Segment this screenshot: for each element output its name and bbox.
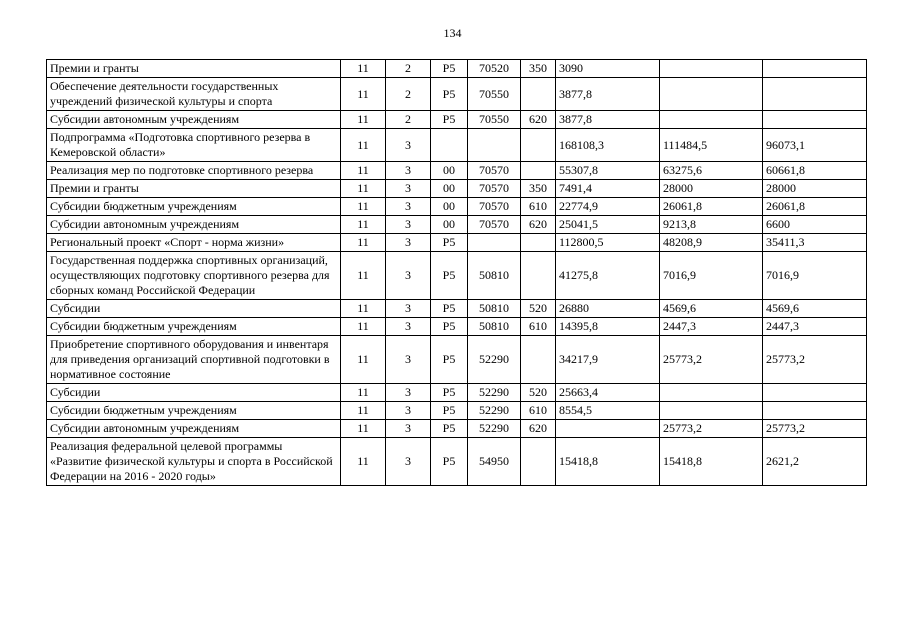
cell-amount-1: 14395,8 bbox=[556, 318, 660, 336]
cell-amount-2: 4569,6 bbox=[660, 300, 763, 318]
cell-subsection: 3 bbox=[386, 300, 431, 318]
cell-amount-3 bbox=[763, 111, 867, 129]
cell-name: Премии и гранты bbox=[47, 180, 341, 198]
cell-subsection: 2 bbox=[386, 111, 431, 129]
table-row bbox=[47, 60, 867, 78]
cell-program: Р5 bbox=[431, 234, 468, 252]
cell-expense-type bbox=[521, 336, 556, 384]
cell-section: 11 bbox=[341, 300, 386, 318]
cell-program: Р5 bbox=[431, 252, 468, 300]
table-row bbox=[47, 129, 867, 162]
cell-name: Субсидии бюджетным учреждениям bbox=[47, 198, 341, 216]
cell-name: Субсидии автономным учреждениям bbox=[47, 420, 341, 438]
cell-program: Р5 bbox=[431, 420, 468, 438]
cell-amount-1: 3090 bbox=[556, 60, 660, 78]
cell-subsection: 2 bbox=[386, 60, 431, 78]
cell-subsection: 3 bbox=[386, 180, 431, 198]
cell-program: Р5 bbox=[431, 384, 468, 402]
cell-target-code: 70570 bbox=[468, 198, 521, 216]
table-row bbox=[47, 162, 867, 180]
cell-amount-1: 25041,5 bbox=[556, 216, 660, 234]
cell-amount-3: 6600 bbox=[763, 216, 867, 234]
table-row bbox=[47, 234, 867, 252]
cell-subsection: 2 bbox=[386, 78, 431, 111]
cell-amount-3: 28000 bbox=[763, 180, 867, 198]
table-row bbox=[47, 336, 867, 384]
cell-amount-3: 7016,9 bbox=[763, 252, 867, 300]
cell-section: 11 bbox=[341, 198, 386, 216]
cell-section: 11 bbox=[341, 234, 386, 252]
table-row bbox=[47, 198, 867, 216]
cell-amount-2: 63275,6 bbox=[660, 162, 763, 180]
cell-name: Премии и гранты bbox=[47, 60, 341, 78]
cell-program: Р5 bbox=[431, 336, 468, 384]
cell-amount-3: 2447,3 bbox=[763, 318, 867, 336]
cell-amount-1: 15418,8 bbox=[556, 438, 660, 486]
cell-section: 11 bbox=[341, 438, 386, 486]
cell-section: 11 bbox=[341, 180, 386, 198]
cell-section: 11 bbox=[341, 78, 386, 111]
cell-amount-3: 35411,3 bbox=[763, 234, 867, 252]
cell-expense-type: 520 bbox=[521, 384, 556, 402]
table-row bbox=[47, 402, 867, 420]
cell-name: Региональный проект «Спорт - норма жизни» bbox=[47, 234, 341, 252]
cell-subsection: 3 bbox=[386, 216, 431, 234]
cell-expense-type: 610 bbox=[521, 402, 556, 420]
cell-target-code bbox=[468, 234, 521, 252]
table-row bbox=[47, 78, 867, 111]
cell-name: Подпрограмма «Подготовка спортивного резерва в Кемеровской области» bbox=[47, 129, 341, 162]
cell-subsection: 3 bbox=[386, 129, 431, 162]
cell-subsection: 3 bbox=[386, 162, 431, 180]
cell-amount-1: 8554,5 bbox=[556, 402, 660, 420]
cell-amount-3 bbox=[763, 384, 867, 402]
cell-amount-3: 25773,2 bbox=[763, 336, 867, 384]
cell-name: Субсидии автономным учреждениям bbox=[47, 216, 341, 234]
cell-amount-2: 28000 bbox=[660, 180, 763, 198]
cell-name: Субсидии бюджетным учреждениям bbox=[47, 402, 341, 420]
cell-amount-1: 22774,9 bbox=[556, 198, 660, 216]
cell-amount-3: 25773,2 bbox=[763, 420, 867, 438]
cell-name: Субсидии bbox=[47, 300, 341, 318]
cell-program: Р5 bbox=[431, 78, 468, 111]
cell-amount-2: 9213,8 bbox=[660, 216, 763, 234]
cell-amount-3 bbox=[763, 78, 867, 111]
cell-section: 11 bbox=[341, 420, 386, 438]
cell-program: Р5 bbox=[431, 402, 468, 420]
cell-subsection: 3 bbox=[386, 402, 431, 420]
table-row bbox=[47, 384, 867, 402]
cell-subsection: 3 bbox=[386, 420, 431, 438]
cell-expense-type bbox=[521, 78, 556, 111]
cell-section: 11 bbox=[341, 60, 386, 78]
cell-name: Субсидии автономным учреждениям bbox=[47, 111, 341, 129]
cell-subsection: 3 bbox=[386, 234, 431, 252]
cell-program: 00 bbox=[431, 162, 468, 180]
cell-amount-1: 41275,8 bbox=[556, 252, 660, 300]
table-row bbox=[47, 420, 867, 438]
cell-target-code: 52290 bbox=[468, 384, 521, 402]
cell-amount-1: 25663,4 bbox=[556, 384, 660, 402]
cell-amount-1: 3877,8 bbox=[556, 78, 660, 111]
table-row bbox=[47, 252, 867, 300]
cell-amount-2: 25773,2 bbox=[660, 420, 763, 438]
cell-target-code: 70570 bbox=[468, 162, 521, 180]
cell-amount-2: 26061,8 bbox=[660, 198, 763, 216]
cell-program: 00 bbox=[431, 180, 468, 198]
cell-target-code: 50810 bbox=[468, 300, 521, 318]
cell-subsection: 3 bbox=[386, 318, 431, 336]
table-row bbox=[47, 438, 867, 486]
cell-expense-type: 620 bbox=[521, 111, 556, 129]
cell-name: Обеспечение деятельности государственных учреждений физической культуры и спорта bbox=[47, 78, 341, 111]
cell-program: Р5 bbox=[431, 60, 468, 78]
cell-subsection: 3 bbox=[386, 252, 431, 300]
cell-amount-2: 25773,2 bbox=[660, 336, 763, 384]
cell-expense-type: 620 bbox=[521, 420, 556, 438]
cell-section: 11 bbox=[341, 384, 386, 402]
cell-target-code: 50810 bbox=[468, 252, 521, 300]
cell-subsection: 3 bbox=[386, 438, 431, 486]
cell-amount-1: 55307,8 bbox=[556, 162, 660, 180]
cell-amount-2: 15418,8 bbox=[660, 438, 763, 486]
cell-section: 11 bbox=[341, 402, 386, 420]
cell-expense-type: 350 bbox=[521, 60, 556, 78]
cell-target-code: 70550 bbox=[468, 78, 521, 111]
cell-amount-2: 7016,9 bbox=[660, 252, 763, 300]
cell-target-code: 70570 bbox=[468, 180, 521, 198]
cell-amount-1: 112800,5 bbox=[556, 234, 660, 252]
cell-amount-3: 26061,8 bbox=[763, 198, 867, 216]
budget-table bbox=[46, 59, 867, 486]
cell-amount-1 bbox=[556, 420, 660, 438]
cell-amount-3 bbox=[763, 402, 867, 420]
cell-amount-1: 26880 bbox=[556, 300, 660, 318]
cell-program: 00 bbox=[431, 198, 468, 216]
cell-name: Субсидии bbox=[47, 384, 341, 402]
cell-amount-3: 96073,1 bbox=[763, 129, 867, 162]
cell-amount-2: 2447,3 bbox=[660, 318, 763, 336]
cell-target-code bbox=[468, 129, 521, 162]
cell-target-code: 50810 bbox=[468, 318, 521, 336]
cell-program: Р5 bbox=[431, 318, 468, 336]
cell-section: 11 bbox=[341, 216, 386, 234]
page-number: 134 bbox=[443, 26, 462, 40]
cell-expense-type bbox=[521, 252, 556, 300]
cell-target-code: 52290 bbox=[468, 402, 521, 420]
cell-target-code: 70520 bbox=[468, 60, 521, 78]
cell-section: 11 bbox=[341, 336, 386, 384]
cell-amount-3: 4569,6 bbox=[763, 300, 867, 318]
cell-name: Реализация мер по подготовке спортивного резерва bbox=[47, 162, 341, 180]
cell-amount-1: 168108,3 bbox=[556, 129, 660, 162]
cell-section: 11 bbox=[341, 162, 386, 180]
cell-subsection: 3 bbox=[386, 384, 431, 402]
table-row bbox=[47, 300, 867, 318]
cell-expense-type: 610 bbox=[521, 318, 556, 336]
cell-amount-2 bbox=[660, 111, 763, 129]
cell-expense-type bbox=[521, 129, 556, 162]
cell-program: Р5 bbox=[431, 438, 468, 486]
cell-program: Р5 bbox=[431, 111, 468, 129]
cell-subsection: 3 bbox=[386, 198, 431, 216]
cell-target-code: 54950 bbox=[468, 438, 521, 486]
table-row bbox=[47, 216, 867, 234]
cell-expense-type: 620 bbox=[521, 216, 556, 234]
cell-subsection: 3 bbox=[386, 336, 431, 384]
cell-amount-1: 34217,9 bbox=[556, 336, 660, 384]
cell-amount-1: 3877,8 bbox=[556, 111, 660, 129]
cell-target-code: 52290 bbox=[468, 420, 521, 438]
cell-amount-2 bbox=[660, 60, 763, 78]
cell-program: 00 bbox=[431, 216, 468, 234]
cell-expense-type: 610 bbox=[521, 198, 556, 216]
cell-name: Приобретение спортивного оборудования и инвентаря для приведения организаций спортивной подготовки в нормативное состояние bbox=[47, 336, 341, 384]
cell-expense-type bbox=[521, 162, 556, 180]
cell-amount-2 bbox=[660, 402, 763, 420]
cell-amount-3: 2621,2 bbox=[763, 438, 867, 486]
cell-section: 11 bbox=[341, 129, 386, 162]
table-row bbox=[47, 318, 867, 336]
cell-section: 11 bbox=[341, 318, 386, 336]
budget-table-body bbox=[47, 60, 867, 486]
cell-expense-type bbox=[521, 438, 556, 486]
cell-amount-2: 111484,5 bbox=[660, 129, 763, 162]
cell-amount-3: 60661,8 bbox=[763, 162, 867, 180]
cell-amount-2 bbox=[660, 384, 763, 402]
cell-expense-type: 520 bbox=[521, 300, 556, 318]
cell-program: Р5 bbox=[431, 300, 468, 318]
cell-name: Государственная поддержка спортивных организаций, осуществляющих подготовку спортивного резерва для сборных команд Российской Федерации bbox=[47, 252, 341, 300]
cell-amount-3 bbox=[763, 60, 867, 78]
table-row bbox=[47, 111, 867, 129]
cell-section: 11 bbox=[341, 252, 386, 300]
cell-amount-2: 48208,9 bbox=[660, 234, 763, 252]
cell-section: 11 bbox=[341, 111, 386, 129]
cell-target-code: 70550 bbox=[468, 111, 521, 129]
cell-expense-type: 350 bbox=[521, 180, 556, 198]
cell-target-code: 52290 bbox=[468, 336, 521, 384]
cell-name: Субсидии бюджетным учреждениям bbox=[47, 318, 341, 336]
cell-name: Реализация федеральной целевой программы «Развитие физической культуры и спорта в Российской Федерации на 2016 - 2020 годы» bbox=[47, 438, 341, 486]
cell-expense-type bbox=[521, 234, 556, 252]
cell-amount-1: 7491,4 bbox=[556, 180, 660, 198]
cell-amount-2 bbox=[660, 78, 763, 111]
cell-program bbox=[431, 129, 468, 162]
cell-target-code: 70570 bbox=[468, 216, 521, 234]
table-row bbox=[47, 180, 867, 198]
